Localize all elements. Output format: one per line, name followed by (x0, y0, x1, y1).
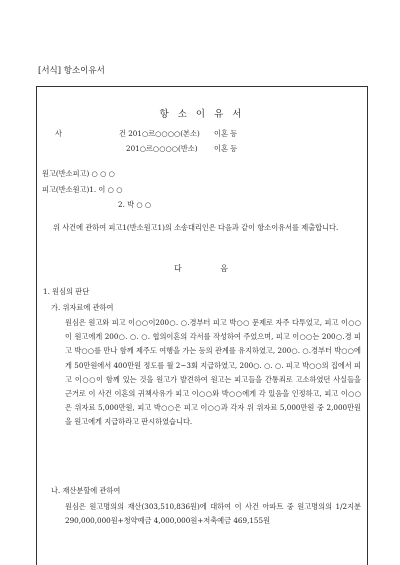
defendant-1-line: 피고(반소원고)1. 이 ○ ○ (42, 185, 123, 194)
heading-right: 음 (220, 264, 230, 273)
case-title-2: 이혼 등 (214, 144, 238, 153)
plaintiff-line: 원고(반소피고) ○ ○ ○ (42, 169, 115, 178)
section-1b-title: 나. 재산분할에 관하여 (51, 486, 121, 495)
case-number-2: 201○르○○○○(반소) (126, 144, 198, 153)
section-1b-body: 원심은 원고명의의 재산(303,510,836원)에 대하여 이 사건 아파트 중 원고명의의 1/2지분 290,000,000원+청약예금 4,000,000원+저축예금 469,155원 (65, 502, 361, 526)
section-1-title: 1. 원심의 판단 (43, 287, 90, 296)
heading-dam (37, 263, 367, 274)
section-1a-body: 원심은 원고와 피고 이○○이200○. ○.경부터 피고 박○○ 문제로 자주 다투었고, 피고 이○○이 원고에게 200○. ○. ○. 협의이혼의 각서를 작성하여 주었으며, 피고 이○○는 200○.경 피고 박○○를 만나 함께 제주도 여행을 가는 등의 관계를 유지하였고, 200○. ○.경부터 박○○에게 50만원에서 400만원 정도를 월 2~3회 지급하였고, 200○. ○. ○. 피고 박○○의 집에서 피고 이○○이 함께 있는 것을 원고가 발견하여 원고는 피고들을 간통죄로 고소하였던 사실들을 근거로 이 사건 이혼의 귀책사유가 피고 이○○와 박○○에게 각 있음을 인정하고, 피고 이○○은 위자료 5,000만원, 피고 박○○은 피고 이○○과 각자 위 위자료 5,000만원 중 2,000만원을 원고에게 지급하라고 판시하였습니다. (65, 318, 361, 427)
case-title-1: 이혼 등 (214, 129, 238, 138)
document-title: 항 소 이 유 서 (159, 109, 245, 120)
case-label: 사 (55, 129, 62, 138)
intro-paragraph: 위 사건에 관하여 피고1(반소원고1)의 소송대리인은 다음과 같이 항소이유서를 제출합니다. (53, 223, 339, 232)
case-number-1: 건 201○르○○○○(본소) (119, 129, 200, 138)
defendant-2-line: 2. 박 ○ ○ (118, 200, 152, 209)
section-1a-title: 가. 위자료에 관하여 (51, 303, 114, 312)
document-frame (36, 86, 368, 565)
heading-left: 다 (173, 264, 184, 273)
form-label: [서식] 항소이유서 (38, 66, 105, 76)
